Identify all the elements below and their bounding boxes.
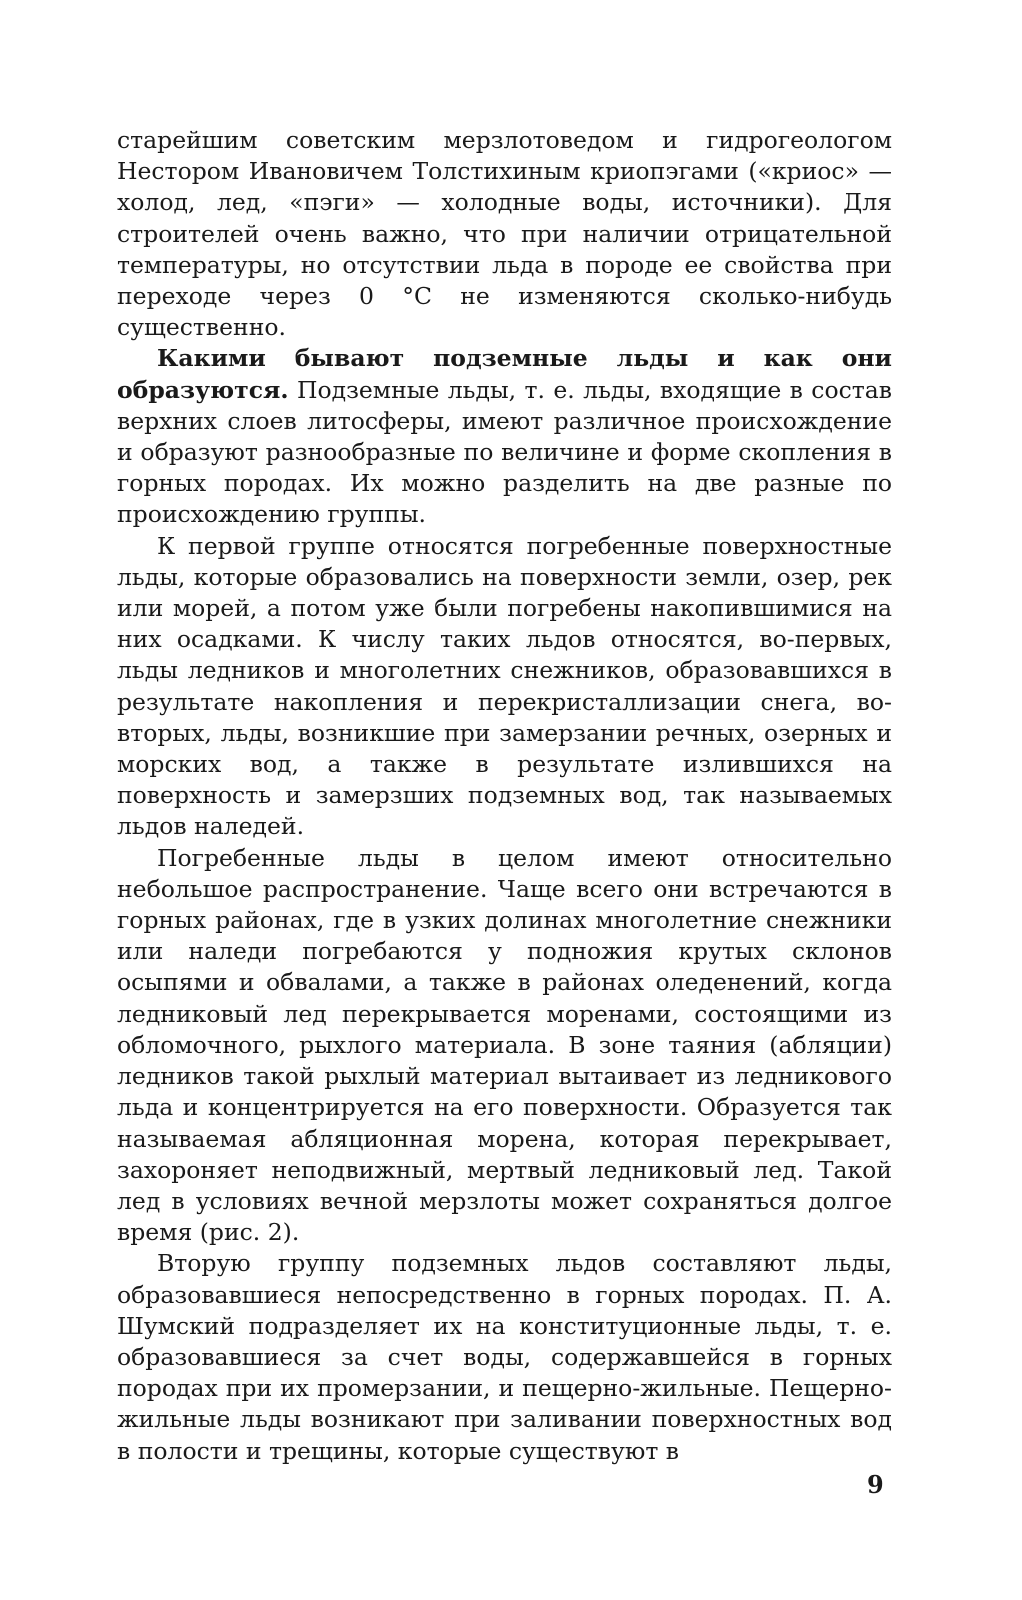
section-heading: Какими бывают подземные льды и как они образуются.: [117, 344, 892, 404]
paragraph-1: старейшим советским мерзлотоведом и гидрогеологом Нестором Ивановичем Толстихиным криопэгами («криос» — холод, лед, «пэги» — холодные воды, источники). Для строителей очень важно, что при наличии отрицательной температуры, но отсутствии льда в породе ее свойства при переходе через 0 °С не изменяются сколько-нибудь существенно.: [117, 126, 892, 342]
paragraph-2: [117, 343, 892, 530]
paragraph-2-body: Подземные льды, т. е. льды, входящие в состав верхних слоев литосферы, имеют различное происхождение и образуют разнообразные по величине и форме скопления в горных породах. Их можно разделить на две разные по происхождению группы.: [117, 375, 892, 529]
page-number: 9: [867, 1470, 884, 1499]
page-body: [117, 125, 892, 1467]
paragraph-3: К первой группе относятся погребенные поверхностные льды, которые образовались на поверхности земли, озер, рек или морей, а потом уже были погребены накопившимися на них осадками. К числу таких льдов относятся, во-первых, льды ледников и многолетних снежников, образовавшихся в результате накопления и перекристаллизации снега, во-вторых, льды, возникшие при замерзании речных, озерных и морских вод, а также в результате излившихся на поверхность и замерзших подземных вод, так называемых льдов наледей.: [117, 531, 892, 841]
paragraph-5: Вторую группу подземных льдов составляют льды, образовавшиеся непосредственно в горных породах. П. А. Шумский подразделяет их на конституционные льды, т. е. образовавшиеся за счет воды, содержавшейся в горных породах при их промерзании, и пещерно-жильные. Пещерно-жильные льды возникают при заливании поверхностных вод в полости и трещины, которые существуют в: [117, 1249, 892, 1465]
paragraph-4: Погребенные льды в целом имеют относительно небольшое распространение. Чаще всего они встречаются в горных районах, где в узких долинах многолетние снежники или наледи погребаются у подножия крутых склонов осыпями и обвалами, а также в районах оледенений, когда ледниковый лед перекрывается моренами, состоящими из обломочного, рыхлого материала. В зоне таяния (абляции) ледников такой рыхлый материал вытаивает из ледникового льда и концентрируется на его поверхности. Образуется так называемая абляционная морена, которая перекрывает, захороняет неподвижный, мертвый ледниковый лед. Такой лед в условиях вечной мерзлоты может сохраняться долгое время (рис. 2).: [117, 843, 892, 1247]
